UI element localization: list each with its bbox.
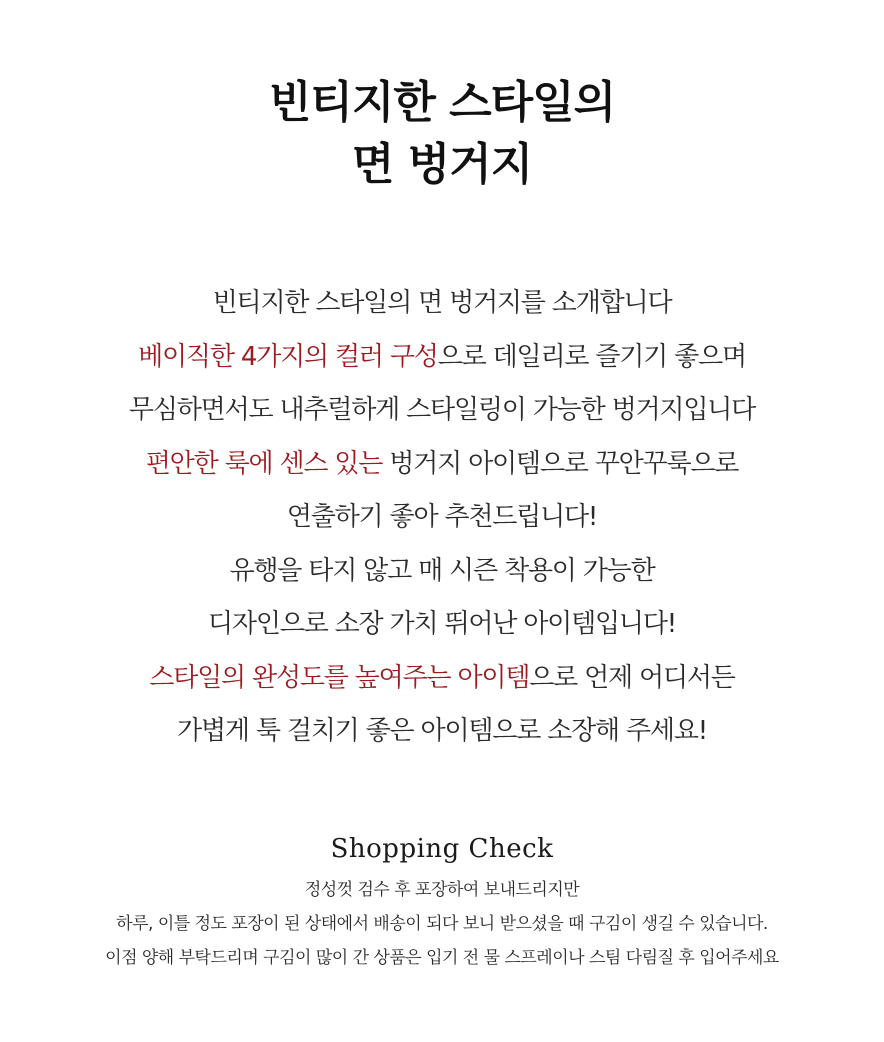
shopping-check-line-1: 정성껏 검수 후 포장하여 보내드리지만 (304, 880, 580, 900)
description-line (0, 446, 884, 482)
highlighted-text: 편안한 룩에 센스 있는 (145, 449, 383, 479)
description-text: 연출하기 좋아 추천드립니다! (286, 502, 598, 532)
page-title-line-1: 빈티지한 스타일의 (268, 77, 616, 128)
description-line (0, 606, 884, 642)
description-text: 유행을 타지 않고 매 시즌 착용이 가능한 (229, 556, 655, 586)
description-text: 무심하면서도 내추럴하게 스타일링이 가능한 벙거지입니다 (128, 395, 756, 425)
description-line (0, 713, 884, 749)
shopping-check-heading: Shopping Check (330, 834, 554, 864)
shopping-check-line-2: 하루, 이틀 정도 포장이 된 상태에서 배송이 되다 보니 받으셨을 때 구김이 생길 수 있습니다. (116, 914, 768, 934)
description-line (0, 285, 884, 321)
description-line (0, 392, 884, 428)
description-text: 으로 언제 어디서든 (529, 663, 735, 693)
shopping-check-line-3: 이점 양해 부탁드리며 구김이 많이 간 상품은 입기 전 물 스프레이나 스팀 다림질 후 입어주세요 (105, 948, 779, 968)
description-text: 빈티지한 스타일의 면 벙거지를 소개합니다 (212, 288, 672, 318)
highlighted-text: 베이직한 4가지의 컬러 구성 (138, 342, 438, 372)
description-text: 벙거지 아이템으로 꾸안꾸룩으로 (382, 449, 739, 479)
description-text: 가볍게 툭 걸치기 좋은 아이템으로 소장해 주세요! (177, 716, 707, 746)
description-line (0, 499, 884, 535)
description-text: 디자인으로 소장 가치 뛰어난 아이템입니다! (208, 609, 676, 639)
description-line (0, 339, 884, 375)
description-line (0, 553, 884, 589)
description-line (0, 660, 884, 696)
description-text: 으로 데일리로 즐기기 좋으며 (437, 342, 746, 372)
page-title-line-2: 면 벙거지 (351, 139, 533, 190)
highlighted-text: 스타일의 완성도를 높여주는 아이템 (149, 663, 530, 693)
